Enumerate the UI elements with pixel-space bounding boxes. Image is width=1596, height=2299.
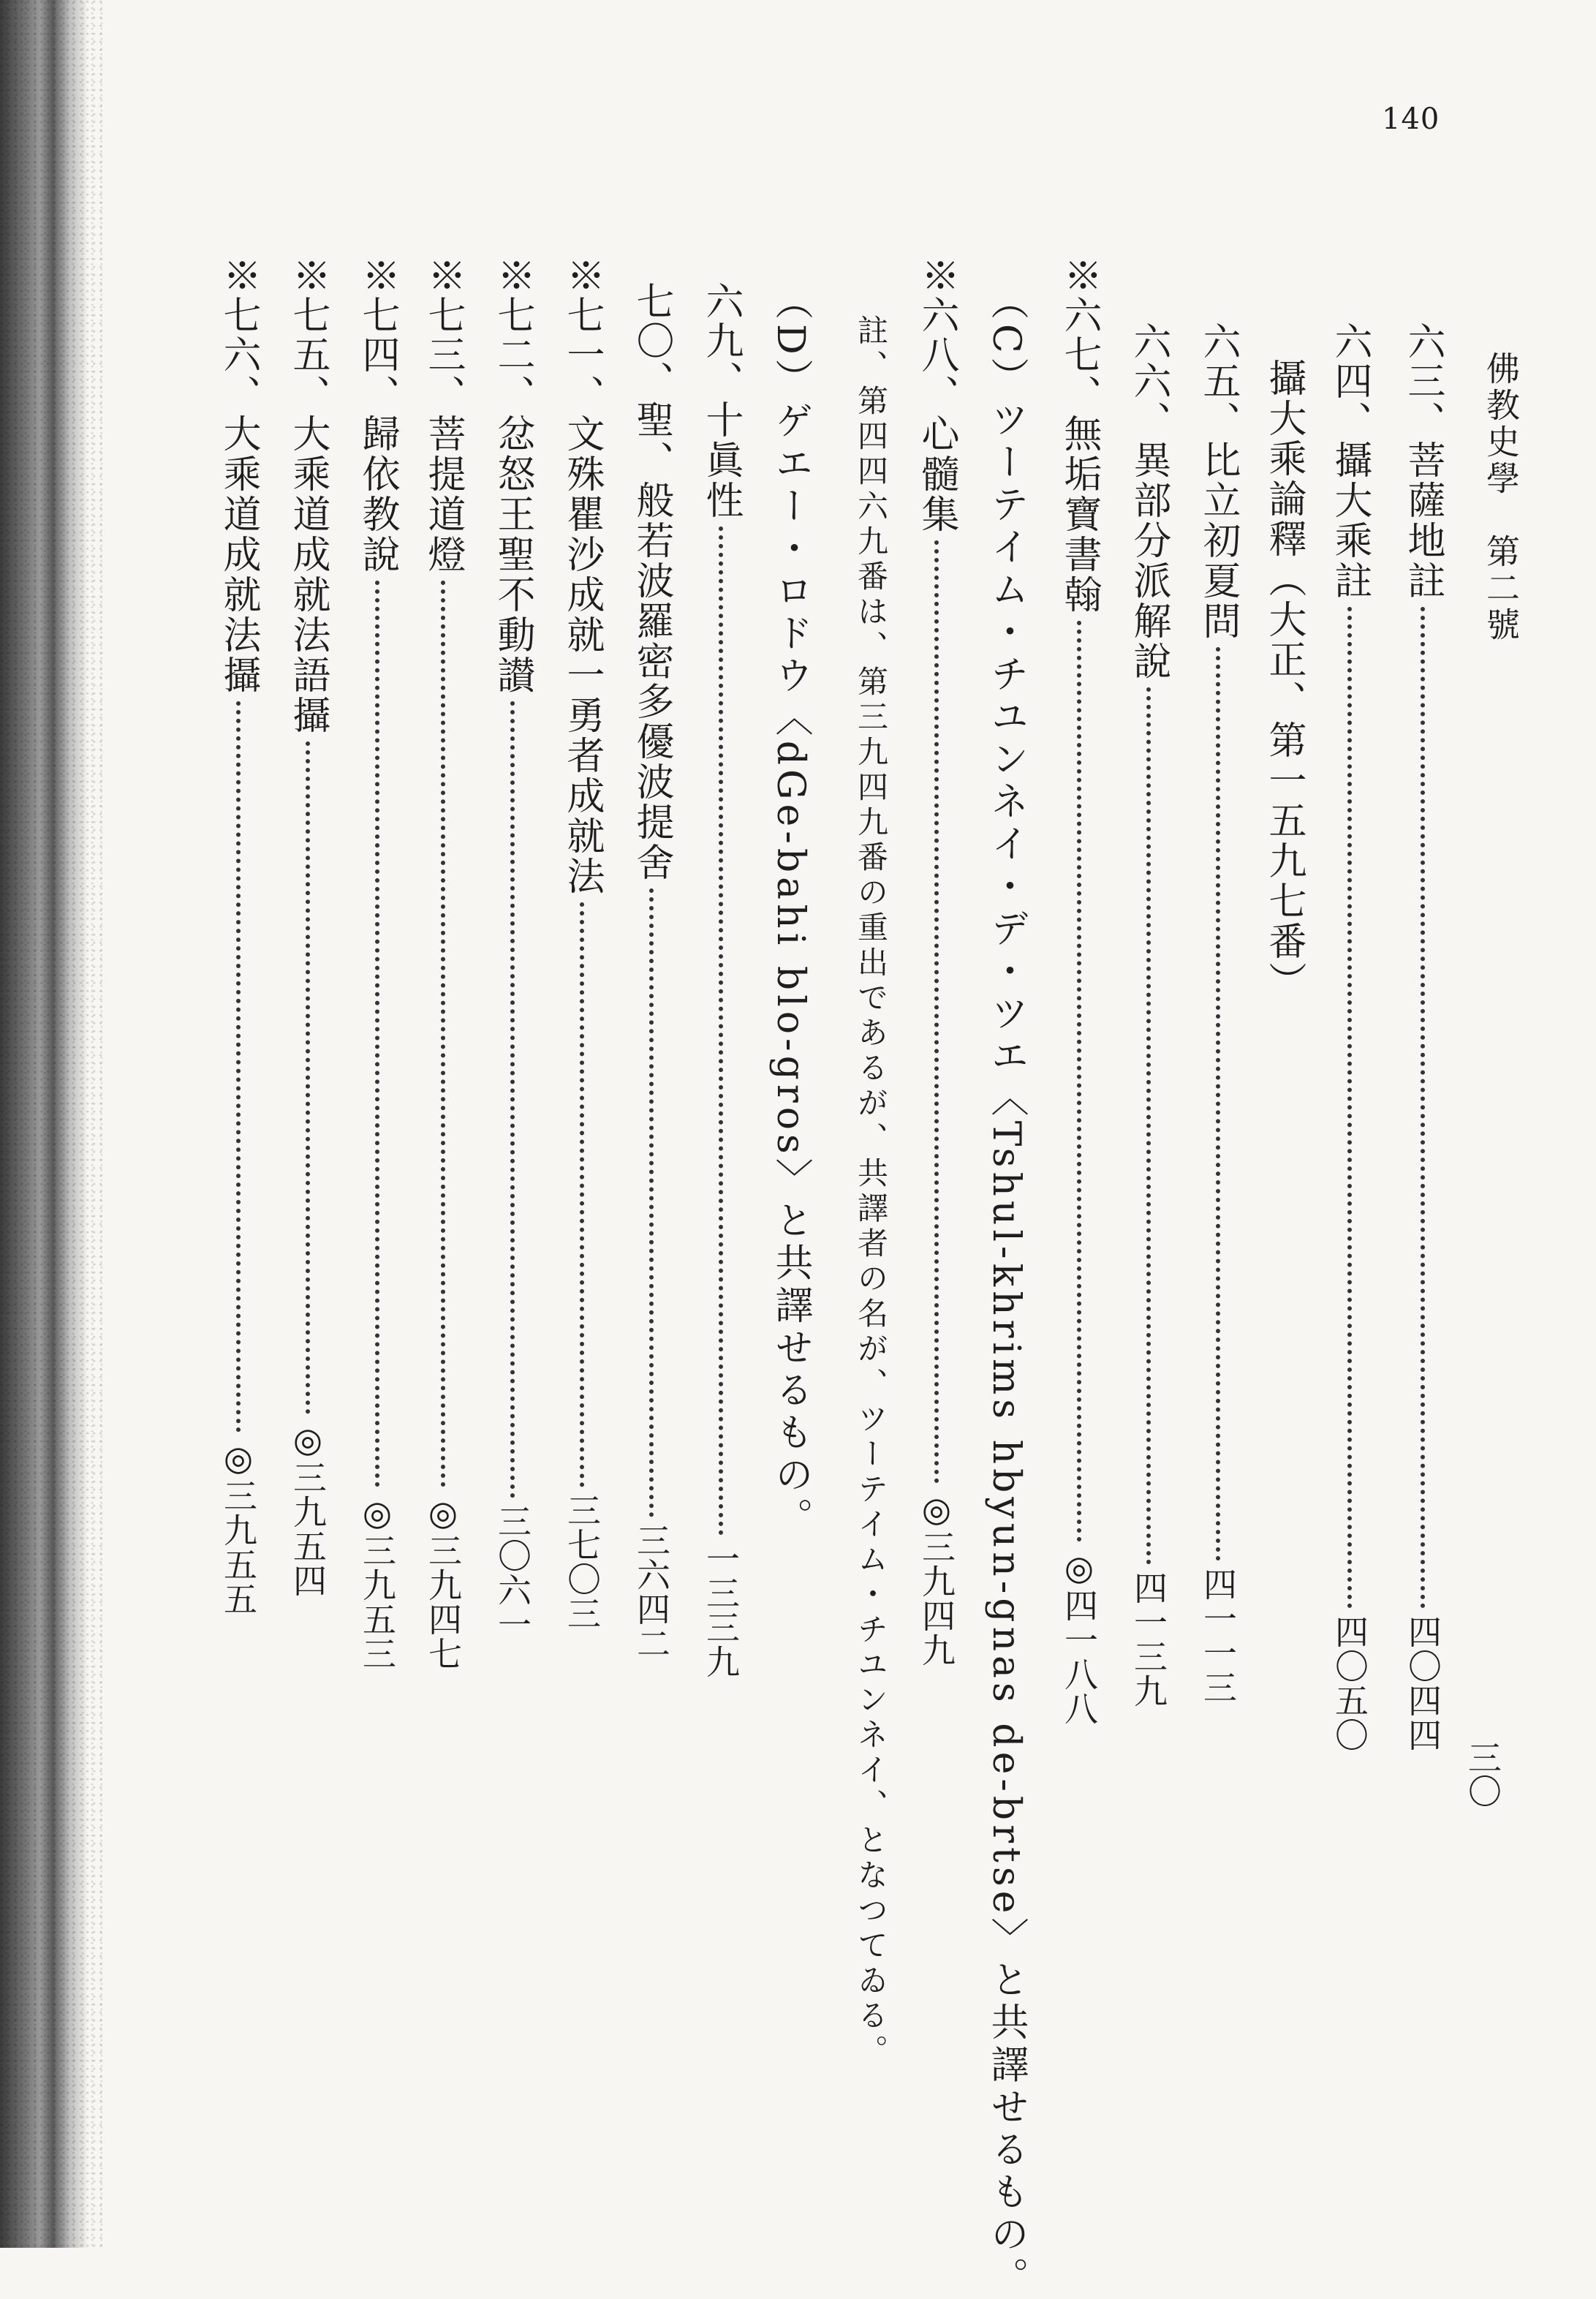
entry-number: ※七三、 [421,256,465,414]
list-item [355,256,399,1671]
list-item [1057,256,1101,1726]
section-heading-c [984,282,1028,2299]
section-text: ゲエー・ロドウ〈dGe-bahi blo-gros〉と共譯せるもの。 [768,401,812,1540]
section-heading-d [768,282,812,1540]
list-item [216,256,260,1616]
entry-reference: ◎三九四九 [917,1490,956,1667]
entry-title: 比立初夏問 [1196,440,1240,641]
entry-title: 攝大乘論釋（大正、第一五九七番） [1262,358,1306,1002]
entry-title: 心髓集 [915,414,958,535]
scan-noise [0,0,102,2248]
leader-dots [1077,621,1081,1542]
entry-number: 六五、 [1196,322,1240,440]
entry-number: ※七六、 [216,256,260,414]
list-item [1196,322,1240,1705]
entry-title: 文殊瞿沙成就一勇者成就法 [560,414,604,896]
section-text: ツーテイム・チユンネイ・デ・ツエ〈Tshul-khrims hbyun-gnas de-brtse〉と共譯せるもの。 [984,399,1028,2299]
leader-dots [1146,687,1151,1565]
list-item [699,282,743,1679]
list-item [915,256,958,1667]
entry-reference: 四〇五〇 [1330,1615,1369,1752]
entry-title: 聖、般若波羅密多優波提舍 [629,400,673,883]
entry-reference: ◎三九五五 [219,1438,258,1616]
entry-title: 異部分派解說 [1127,440,1170,682]
entry-number: 七〇、 [629,282,673,400]
entry-number: ※七一、 [560,256,604,414]
section-label: （C） [984,282,1028,400]
footnote-text: 第四四六九番は、第三九四九番の重出であるが、共譯者の名が、ツーテイム・チユンネイ、となつてゐる。 [853,385,889,2069]
entry-reference: 三〇六一 [493,1504,532,1642]
entry-reference: ◎四一八八 [1059,1548,1099,1726]
footnote-label: 註、 [853,314,889,385]
entry-number: 六三、 [1401,322,1445,440]
leader-dots [510,701,515,1498]
entry-reference: 四〇四四 [1403,1615,1442,1752]
entry-title: 十眞性 [699,400,743,521]
entry-reference: ◎三九五三 [358,1493,397,1671]
leader-dots [934,540,939,1484]
list-item [286,256,330,1598]
leader-dots [1421,607,1425,1609]
page-number: 140 [1382,102,1440,136]
leader-dots [719,526,723,1536]
entry-number: 六四、 [1328,322,1372,440]
entry-title: 大乘道成就法語攝 [286,414,330,736]
leader-dots [580,902,584,1487]
leader-dots [306,741,310,1414]
entry-number: ※六七、 [1057,256,1101,414]
entry-title: 大乘道成就法攝 [216,414,260,695]
leader-dots [649,888,654,1517]
entry-title: 菩提道燈 [421,414,465,575]
entry-number: 六九、 [699,282,743,400]
list-item [1127,322,1170,1708]
list-item [1401,322,1445,1752]
list-item [629,282,673,1661]
entry-number: ※七四、 [355,256,399,414]
entry-number: ※七五、 [286,256,330,414]
entry-reference: 一三三九 [701,1541,741,1679]
list-item [1328,322,1372,1752]
entry-number: ※七二、 [491,256,534,414]
entry-reference: ◎三九四七 [423,1493,463,1671]
entry-title: 攝大乘註 [1328,440,1372,601]
list-item [560,256,604,1631]
leader-dots [441,581,445,1487]
list-item [1262,358,1306,1002]
section-label: （D） [768,282,812,401]
entry-reference: 三七〇三 [562,1493,602,1631]
leader-dots [1347,607,1352,1609]
list-item [421,256,465,1671]
entry-title: 菩薩地註 [1401,440,1445,601]
leader-dots [375,581,379,1487]
entry-title: 無垢寶書翰 [1057,414,1101,615]
journal-header: 佛教史學 第二號 [1481,351,1521,643]
entry-title: 歸依教說 [355,414,399,575]
leader-dots [1216,647,1220,1561]
entry-reference: 四一三九 [1129,1571,1168,1708]
leader-dots [236,701,241,1432]
entry-number: ※六八、 [915,256,958,414]
entry-title: 忿怒王聖不動讃 [491,414,534,695]
entry-reference: ◎三九五四 [288,1420,328,1598]
entry-reference: 四一一三 [1198,1567,1238,1705]
list-item [493,256,532,1642]
entry-reference: 三六四二 [632,1523,671,1661]
footnote [853,314,889,2069]
kanji-page-number: 三〇 [1463,1740,1502,1808]
entry-number: 六六、 [1127,322,1170,440]
